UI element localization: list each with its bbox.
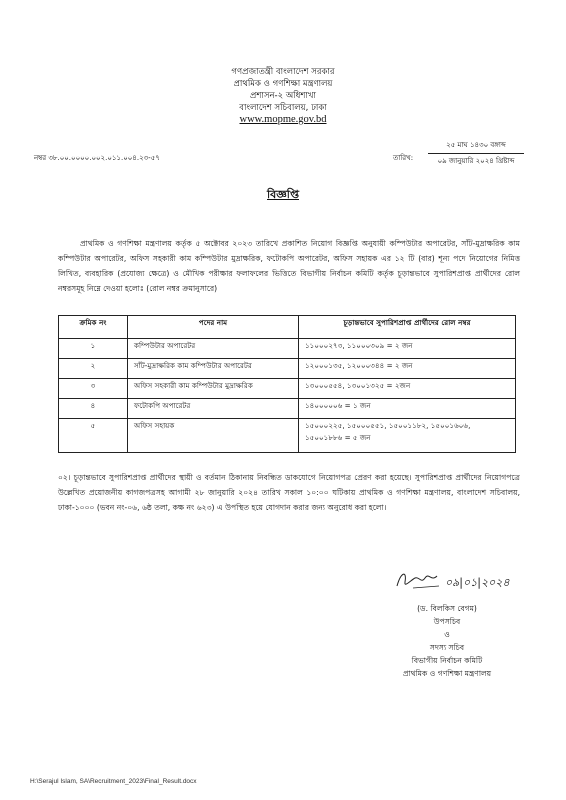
memo-number: নম্বর ৩৮.০০.০০০০.০০২.০১১.০০৪.২৩-৫৭ <box>34 154 160 162</box>
row-serial: ৪ <box>59 399 128 419</box>
date-bangla: ২৫ মাঘ ১৪৩০ বঙ্গাব্দ <box>428 139 524 154</box>
row-post: সাঁট-মুদ্রাক্ষরিক কাম কম্পিউটার অপারেটর <box>128 359 299 379</box>
table-row <box>59 419 516 453</box>
govt-name: গণপ্রজাতন্ত্রী বাংলাদেশ সরকার <box>231 67 335 77</box>
date-gregorian: ০৯ জানুয়ারি ২০২৪ খ্রিষ্টাব্দ <box>437 157 515 165</box>
signatory-designation: উপসচিব <box>433 617 461 626</box>
row-rolls: ১৪০০০০০৬ = ১ জন <box>299 399 516 419</box>
notice-title: বিজ্ঞপ্তি <box>267 188 299 201</box>
signatory-role: সদস্য সচিব <box>429 643 465 652</box>
row-post: অফিস সহায়ক <box>128 419 299 453</box>
signatory-conjunction: ও <box>444 630 450 639</box>
row-rolls: ১১০০০২৭৩, ১১০০০৩০৯ = ২ জন <box>299 339 516 359</box>
intro-paragraph: প্রাথমিক ও গণশিক্ষা মন্ত্রণালয় কর্তৃক ৫ অক্টোবর ২০২৩ তারিখে প্রকাশিত নিয়োগ বিজ্ঞপ্তি অনুযায়ী কম্পিউটার অপারেটর, সাঁট-মুদ্রাক্ষরিক কাম কম্পিউটার অপারেটর, অফিস সহকারী কাম কম্পিউটার মুদ্রাক্ষরিক, ফটোকপি অপারেটর, অফিস সহায়ক এর ১২ টি (বার) শূন্য পদে নিয়োগের নিমিত্ত লিখিত, ব্যবহারিক (প্রযোজ্য ক্ষেত্রে) ও মৌখিক পরীক্ষার ফলাফলের ভিত্তিতে বিভাগীয় নির্বাচন কমিটি কর্তৃক চূড়ান্তভাবে সুপারিশপ্রাপ্ত প্রার্থীদের রোল নম্বরসমূহ নিম্নে দেওয়া হলোঃ (রোল নম্বর ক্রমানুসারে) <box>58 239 520 293</box>
table-row <box>59 379 516 399</box>
website-link[interactable]: www.mopme.gov.bd <box>239 114 327 125</box>
results-table <box>58 315 516 453</box>
signatory-block <box>372 602 522 680</box>
table-row <box>59 339 516 359</box>
signatory-name: (ড. বিলকিস বেগম) <box>417 604 477 613</box>
row-serial: ৫ <box>59 419 128 453</box>
row-rolls: ১৩০০০৫৫৪, ১৩০০১৩২৫ = ২জন <box>299 379 516 399</box>
committee-name: বিভাগীয় নির্বাচন কমিটি <box>411 656 483 665</box>
footer-file-path: H:\Serajul Islam, SA\Recruitment_2023\Final_Result.docx <box>30 778 197 785</box>
date-label: তারিখ: <box>393 154 414 162</box>
row-post: কম্পিউটার অপারেটর <box>128 339 299 359</box>
row-rolls: ১৫০০০২২৫, ১৫০০০৫৫১, ১৫০০১১৮২, ১৫০০১৬০৬, ১৫০০১৮৮৬ = ৫ জন <box>299 419 516 453</box>
row-post: অফিস সহকারী কাম কম্পিউটার মুদ্রাক্ষরিক <box>128 379 299 399</box>
row-serial: ১ <box>59 339 128 359</box>
joining-paragraph: ০২। চূড়ান্তভাবে সুপারিশপ্রাপ্ত প্রার্থীদের স্থায়ী ও বর্তমান ঠিকানায় নিবন্ধিত ডাকযোগে নিয়োগপত্র প্রেরণ করা হয়েছে। সুপারিশপ্রাপ্ত প্রার্থীদের নিয়োগপত্রে উল্লেখিত প্রয়োজনীয় কাগজপত্রসহ আগামী ২৮ জানুয়ারি ২০২৪ তারিখ সকাল ১০:০০ ঘটিকায় প্রাথমিক ও গণশিক্ষা মন্ত্রণালয়, বাংলাদেশ সচিবালয়, ঢাকা-১০০০ (ভবন নং-০৬, ৬ষ্ঠ তলা, কক্ষ নং ৬২৩) এ উপস্থিত হয়ে যোগদান করার জন্য অনুরোধ করা হলো। <box>58 473 520 512</box>
header-serial: ক্রমিক নং <box>59 316 128 339</box>
table-row <box>59 399 516 419</box>
ministry-name: প্রাথমিক ও গণশিক্ষা মন্ত্রণালয় <box>233 79 333 89</box>
row-serial: ২ <box>59 359 128 379</box>
row-serial: ৩ <box>59 379 128 399</box>
header-post: পদের নাম <box>128 316 299 339</box>
row-rolls: ১২০০০১৩৫, ১২০০০৩৪৪ = ২ জন <box>299 359 516 379</box>
letterhead <box>0 66 566 126</box>
signature-date: ০৯|০১|২০২৪ <box>445 576 510 589</box>
header-rolls: চূড়ান্তভাবে সুপারিশপ্রাপ্ত প্রার্থীদের রোল নম্বর <box>299 316 516 339</box>
ministry-line: প্রাথমিক ও গণশিক্ষা মন্ত্রণালয় <box>402 669 492 678</box>
division-name: প্রশাসন-২ অধিশাখা <box>250 91 316 101</box>
table-header-row <box>59 316 516 339</box>
table-row <box>59 359 516 379</box>
secretariat-name: বাংলাদেশ সচিবালয়, ঢাকা <box>239 103 327 113</box>
row-post: ফটোকপি অপারেটর <box>128 399 299 419</box>
